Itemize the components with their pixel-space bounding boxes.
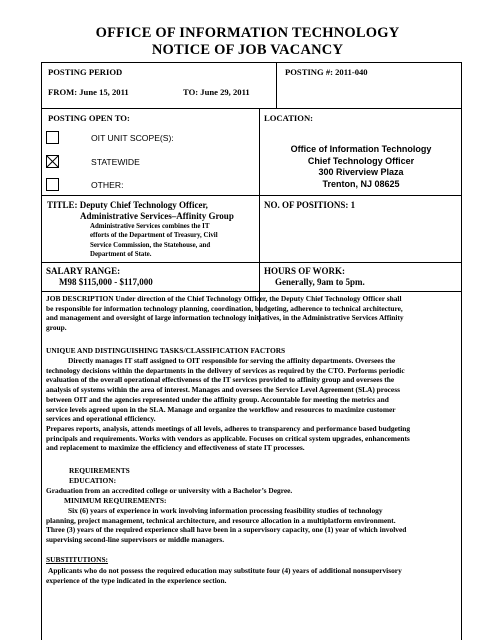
text-line: analysis of systems within the area of interest. Manages and oversees the Service Level Agreement (SLA) process (46, 385, 400, 395)
checkmark-x-icon (47, 156, 58, 167)
note-line: Service Commission, the Statehouse, and (90, 241, 211, 249)
requirements-heading: REQUIREMENTS (69, 466, 130, 475)
location-address (260, 144, 462, 190)
positions-count: NO. OF POSITIONS: 1 (264, 200, 356, 210)
text-line: Directly manages IT staff assigned to OIT responsible for serving the affinity departments. Oversees the (68, 356, 396, 365)
minimum-requirements-body (46, 506, 458, 545)
other-label: OTHER: (91, 180, 124, 190)
note-line: Department of State. (90, 250, 152, 258)
salary-label: SALARY RANGE: (46, 266, 121, 276)
text-line: planning, project management, technical architecture, and resource allocation in a multiplatform environment. (46, 515, 396, 525)
text-line: supervising second-line supervisors or middle managers. (46, 535, 225, 545)
substitutions-body (46, 566, 458, 585)
open-to-label: POSTING OPEN TO: (48, 113, 130, 123)
location-line: Office of Information Technology (290, 144, 432, 154)
text-line: experience of the type indicated in the experience section. (46, 575, 227, 585)
posting-to: TO: June 29, 2011 (183, 87, 250, 97)
text-line: Three (3) years of the required experience shall have been in a supervisory capacity, one (1) year of which involved (46, 525, 407, 535)
text-line: group. (46, 323, 67, 333)
note-line: efforts of the Department of Treasury, Civil (90, 232, 218, 240)
location-line: 300 Riverview Plaza (318, 167, 404, 177)
text-line: technology decisions within the departments in the delivery of services as required by the CTO. Performs periodic (46, 365, 405, 375)
minimum-requirements-heading: MINIMUM REQUIREMENTS: (64, 496, 167, 505)
note-line: Administrative Services combines the IT (90, 223, 210, 230)
text-line: be responsible for information technology planning, coordination, budgeting, adherence to technical architecture, (46, 303, 403, 313)
substitutions-heading: SUBSTITUTIONS: (46, 555, 109, 564)
text-line: Prepares reports, analysis, attends meetings of all levels, adheres to transparency and performance based budgeting (46, 423, 411, 433)
posting-period-label: POSTING PERIOD (48, 67, 123, 77)
oit-unit-scope-label: OIT UNIT SCOPE(S): (91, 133, 174, 143)
other-checkbox[interactable] (46, 178, 59, 191)
location-line: Chief Technology Officer (307, 155, 415, 166)
statewide-checkbox[interactable] (46, 155, 59, 168)
hours-label: HOURS OF WORK: (264, 266, 346, 276)
job-description (46, 294, 458, 333)
text-line: Applicants who do not possess the required education may substitute four (4) years of additional nonsupervisory (48, 566, 402, 575)
hours-value: Generally, 9am to 5pm. (275, 277, 365, 287)
unique-tasks-heading: UNIQUE AND DISTINGUISHING TASKS/CLASSIFICATION FACTORS (46, 346, 286, 355)
text-line: evaluation of the overall operational effectiveness of the IT services provided to affinity group and oversees the (46, 375, 395, 385)
text-line: service levels agreed upon in the SLA. Manage and organize the workflow and resources to maximize customer (46, 404, 396, 414)
oit-unit-scope-checkbox[interactable] (46, 131, 59, 144)
location-label: LOCATION: (264, 113, 314, 123)
affinity-group-note (90, 222, 218, 259)
text-line: principals and requirements. Works with vendors as applicable. Focuses on critical system upgrades, enhancements (46, 433, 410, 443)
education-body: Graduation from an accredited college or university with a Bachelor’s Degree. (46, 486, 293, 495)
text-line: JOB DESCRIPTION Under direction of the Chief Technology Officer, the Deputy Chief Technology Officer shall (46, 294, 402, 303)
text-line: and management and oversight of large information technology initiatives, in the Administrative Services Affinity (46, 313, 404, 323)
statewide-label: STATEWIDE (91, 157, 140, 167)
job-title-line2: Administrative Services–Affinity Group (80, 211, 234, 221)
text-line: between OIT and the agencies represented under the affinity group. Accountable for meeting the metrics and (46, 394, 389, 404)
posting-from: FROM: June 15, 2011 (48, 87, 129, 97)
document-title-line2: NOTICE OF JOB VACANCY (151, 42, 344, 58)
document-title-line1: OFFICE OF INFORMATION TECHNOLOGY (95, 25, 400, 41)
text-line: services and operational efficiency. (46, 414, 156, 424)
location-line: Trenton, NJ 08625 (322, 178, 400, 189)
job-title-line1: TITLE: Deputy Chief Technology Officer, (47, 200, 208, 210)
education-heading: EDUCATION: (69, 476, 117, 485)
salary-value: M98 $115,000 - $117,000 (59, 277, 153, 287)
unique-tasks-body (46, 356, 458, 453)
text-line: and replacement to maximize the efficiency and effectiveness of state IT processes. (46, 443, 305, 453)
text-line: Six (6) years of experience in work involving information processing feasibility studies of technology (68, 506, 383, 515)
posting-number: POSTING #: 2011-040 (285, 67, 368, 77)
